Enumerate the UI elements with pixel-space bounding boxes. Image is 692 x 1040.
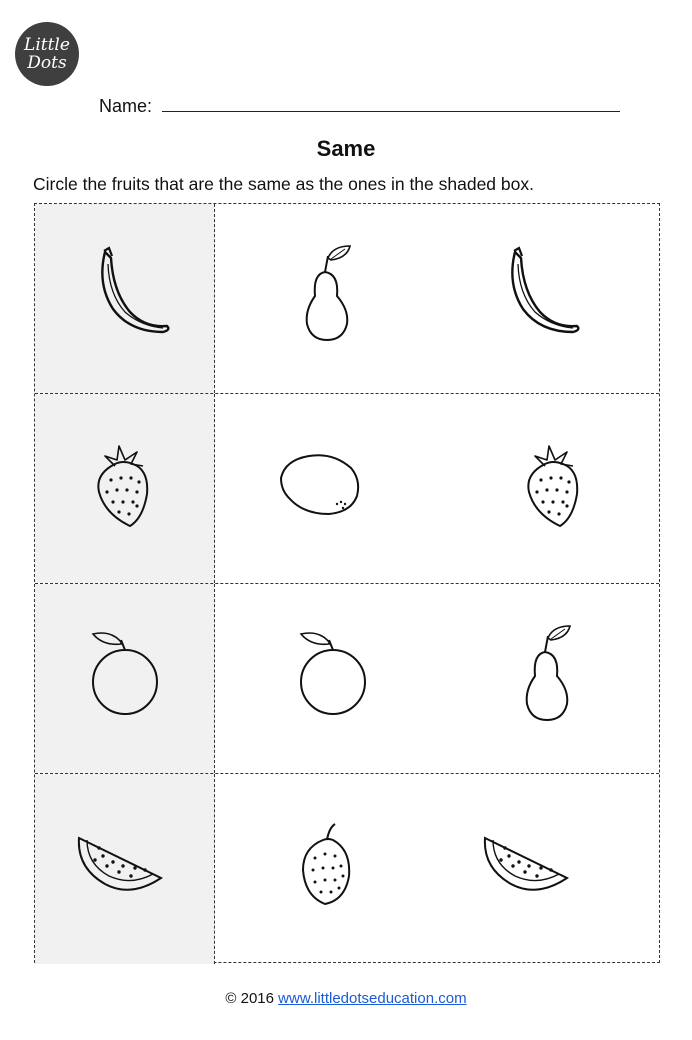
fruit-row [35, 584, 659, 774]
fruit-grid [34, 203, 660, 963]
orange-icon-drawing [77, 624, 177, 724]
name-field [99, 95, 620, 117]
orange-icon-drawing [285, 624, 385, 724]
banana-icon-drawing [75, 244, 175, 344]
lychee-icon[interactable] [285, 818, 385, 918]
pear-icon[interactable] [275, 244, 375, 344]
fruit-row [35, 394, 659, 584]
strawberry-icon-drawing [75, 434, 175, 534]
strawberry-icon-drawing [505, 434, 605, 534]
lemon-icon-drawing [275, 438, 375, 538]
watermelon-slice-icon-drawing [479, 818, 579, 918]
banana-icon [75, 244, 175, 344]
strawberry-icon [75, 434, 175, 534]
pear-icon-drawing [275, 244, 375, 344]
name-blank-line[interactable] [162, 95, 620, 112]
strawberry-icon[interactable] [505, 434, 605, 534]
watermelon-slice-icon[interactable] [479, 818, 579, 918]
watermelon-slice-icon [73, 818, 173, 918]
lemon-icon[interactable] [275, 438, 375, 538]
worksheet-instructions: Circle the fruits that are the same as the ones in the shaded box. [33, 174, 534, 194]
worksheet-title: Same [316, 136, 376, 161]
website-link[interactable]: www.littledotseducation.com [278, 990, 467, 1007]
banana-icon[interactable] [485, 244, 585, 344]
footer [0, 990, 692, 1007]
logo-text-line2: Dots [27, 52, 67, 73]
fruit-row [35, 774, 659, 964]
logo-text-line1: Little [24, 34, 70, 55]
lychee-icon-drawing [285, 818, 385, 918]
orange-icon[interactable] [285, 624, 385, 724]
pear-icon-drawing [495, 624, 595, 724]
copyright-text: © 2016 [225, 990, 274, 1007]
banana-icon-drawing [485, 244, 585, 344]
orange-icon [77, 624, 177, 724]
watermelon-slice-icon-drawing [73, 818, 173, 918]
fruit-row [35, 204, 659, 394]
pear-icon[interactable] [495, 624, 595, 724]
name-label: Name: [99, 96, 153, 116]
little-dots-logo [15, 22, 79, 86]
